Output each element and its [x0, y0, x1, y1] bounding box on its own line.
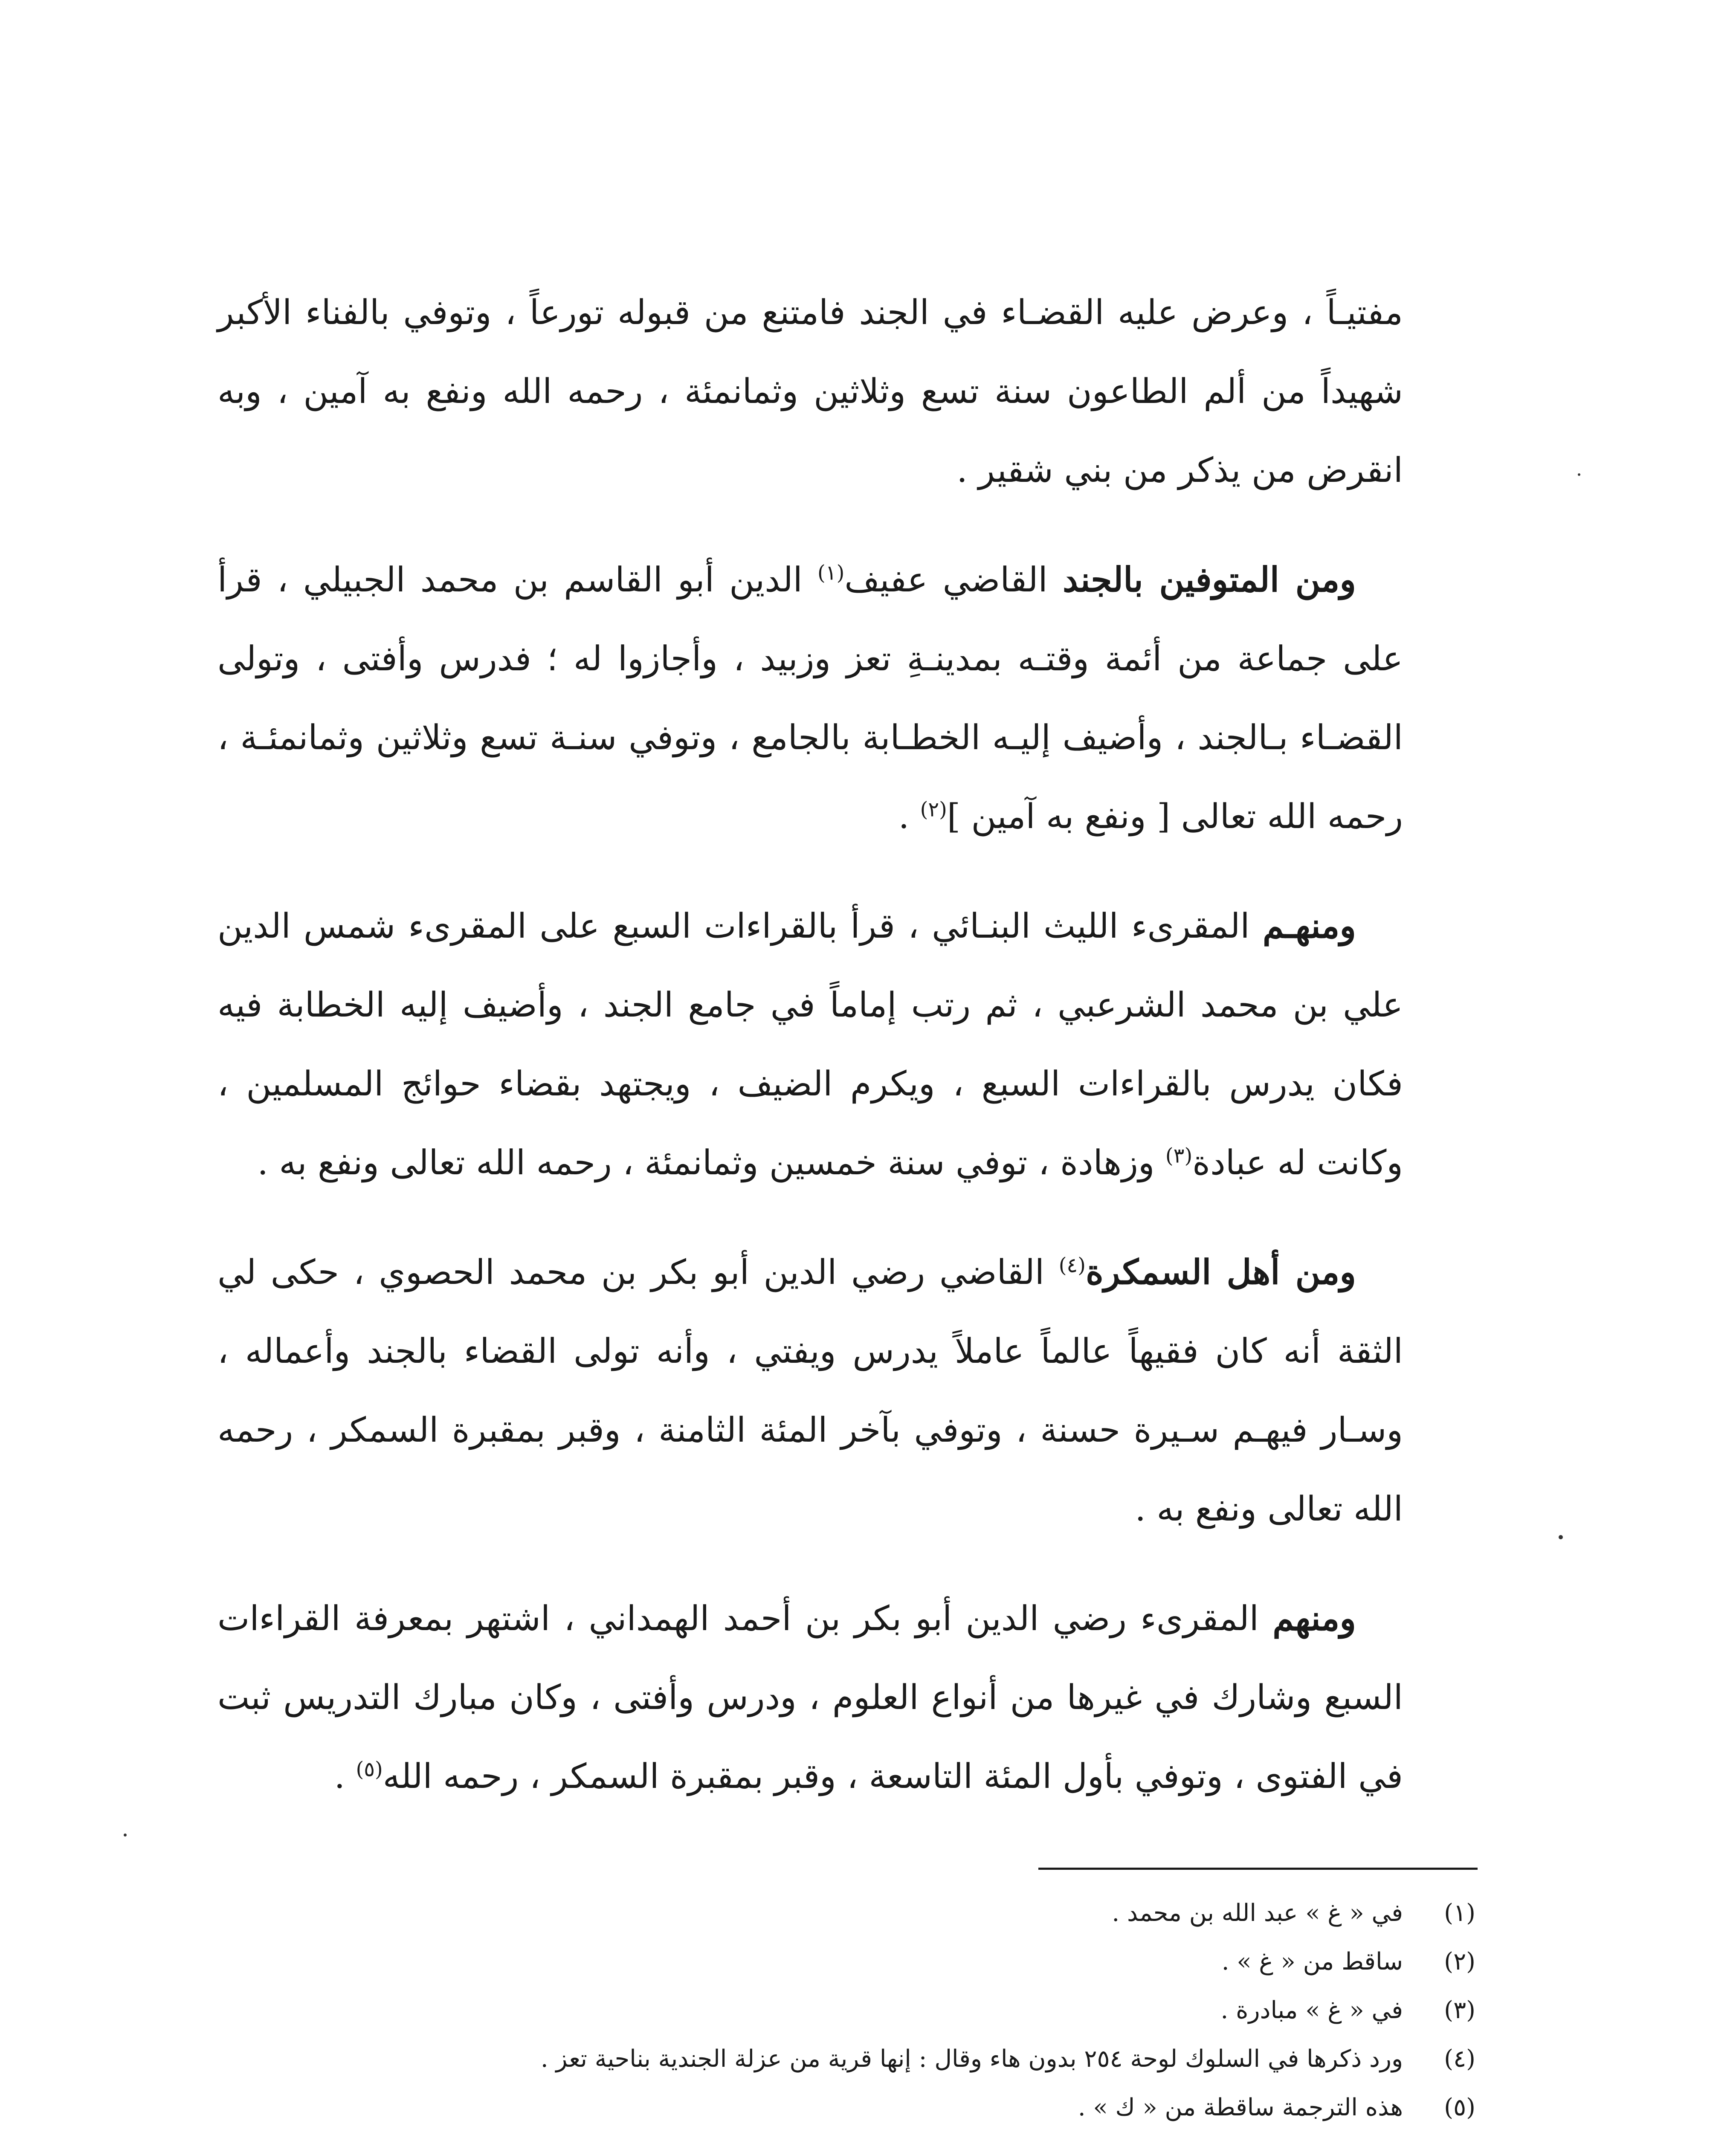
main-text: [217, 273, 1403, 1846]
scan-speck: [1559, 1535, 1563, 1539]
scan-speck: [124, 1834, 127, 1837]
footnote-ref-1[interactable]: (١): [817, 561, 845, 585]
footnote-text: هذه الترجمة ساقطة من « ك » .: [1078, 2094, 1403, 2121]
footnote-ref-3[interactable]: (٣): [1165, 1144, 1193, 1168]
paragraph-text: القاضي عفيف: [844, 560, 1063, 600]
paragraph-text: المقرىء رضي الدين أبو بكر بن أحمد الهمداني ، اشتهر بمعرفة القراءات السبع وشارك في غيرها من أنواع العلوم ، ودرس وأفتى ، وكان مبارك التدريس ثبت في الفتوى ، وتوفي بأول المئة التاسعة ، وقبر بمقبرة السمكر ، رحمه الله: [217, 1599, 1403, 1796]
entry-heading: ومنهم: [1272, 1598, 1356, 1638]
paragraph-text: .: [334, 1756, 356, 1796]
footnote-ref-5[interactable]: (٥): [356, 1757, 383, 1781]
entry-heading: ومنهـم: [1262, 906, 1356, 946]
footnote-number: (١): [1444, 1899, 1475, 1927]
paragraph-text: .: [898, 797, 920, 836]
footnote-item: [277, 2035, 1475, 2083]
paragraph-2: [217, 540, 1403, 856]
footnote-item: [277, 1938, 1475, 1986]
paragraph-3: [217, 886, 1403, 1202]
scan-speck: [1578, 473, 1580, 476]
paragraph-4: [217, 1233, 1403, 1548]
paragraph-5: [217, 1579, 1403, 1816]
footnote-number: (٣): [1444, 1996, 1475, 2024]
footnote-number: (٤): [1444, 2045, 1475, 2073]
paragraph-text: القاضي رضي الدين أبو بكر بن محمد الحصوي ، حكى لي الثقة أنه كان فقيهاً عالماً عاملاً يدرس ويفتي ، وأنه تولى القضاء بالجند وأعماله ، وسـار فيهـم سـيرة حسنة ، وتوفي بآخر المئة الثامنة ، وقبر بمقبرة السمكر ، رحمه الله تعالى ونفع به .: [217, 1252, 1403, 1529]
footnote-divider: [1038, 1868, 1478, 1870]
footnote-item: [277, 2083, 1475, 2132]
footnote-item: [277, 1889, 1475, 1938]
paragraph-text: المقرىء الليث البنـائي ، قرأ بالقراءات السبع على المقرىء شمس الدين علي بن محمد الشرعبي ، ثم رتب إماماً في جامع الجند ، وأضيف إليه الخطابة فيه فكان يدرس بالقراءات السبع ، ويكرم الضيف ، ويجتهد بقضاء حوائج المسلمين ، وكانت له عبادة: [217, 906, 1403, 1182]
paragraph-text: مفتيـاً ، وعرض عليه القضـاء في الجند فامتنع من قبوله تورعاً ، وتوفي بالفناء الأكبر شهيداً من ألم الطاعون سنة تسع وثلاثين وثمانمئة ، رحمه الله ونفع به آمين ، وبه انقرض من يذكر من بني شقير .: [217, 293, 1403, 490]
footnote-ref-4[interactable]: (٤): [1058, 1253, 1086, 1277]
footnote-number: (٢): [1444, 1948, 1475, 1976]
footnote-number: (٥): [1444, 2094, 1475, 2121]
footnote-text: في « غ » مبادرة .: [1220, 1996, 1403, 2024]
footnote-text: ورد ذكرها في السلوك لوحة ٢٥٤ بدون هاء وقال : إنها قرية من عزلة الجندية بناحية تعز .: [540, 2045, 1403, 2073]
entry-heading: ومن المتوفين بالجند: [1062, 559, 1356, 600]
paragraph-text: الدين أبو القاسم بن محمد الجبيلي ، قرأ على جماعة من أئمة وقتـه بمدينـةِ تعز وزبيد ، وأجازوا له ؛ فدرس وأفتى ، وتولى القضـاء بـالجند ، وأضيف إليـه الخطـابة بالجامع ، وتوفي سنـة تسع وثلاثين وثمانمئـة ، رحمه الله تعالى [ ونفع به آمين ]: [217, 560, 1403, 836]
footnote-text: في « غ » عبد الله بن محمد .: [1112, 1899, 1403, 1927]
footnote-text: ساقط من « غ » .: [1221, 1948, 1403, 1976]
footnote-item: [277, 1986, 1475, 2035]
footnotes: [277, 1889, 1475, 2132]
paragraph-text: وزهادة ، توفي سنة خمسين وثمانمئة ، رحمه الله تعالى ونفع به .: [257, 1143, 1165, 1182]
footnote-ref-2[interactable]: (٢): [920, 797, 947, 822]
entry-heading: ومن أهل السمكرة: [1085, 1252, 1356, 1292]
paragraph-1: [217, 273, 1403, 510]
